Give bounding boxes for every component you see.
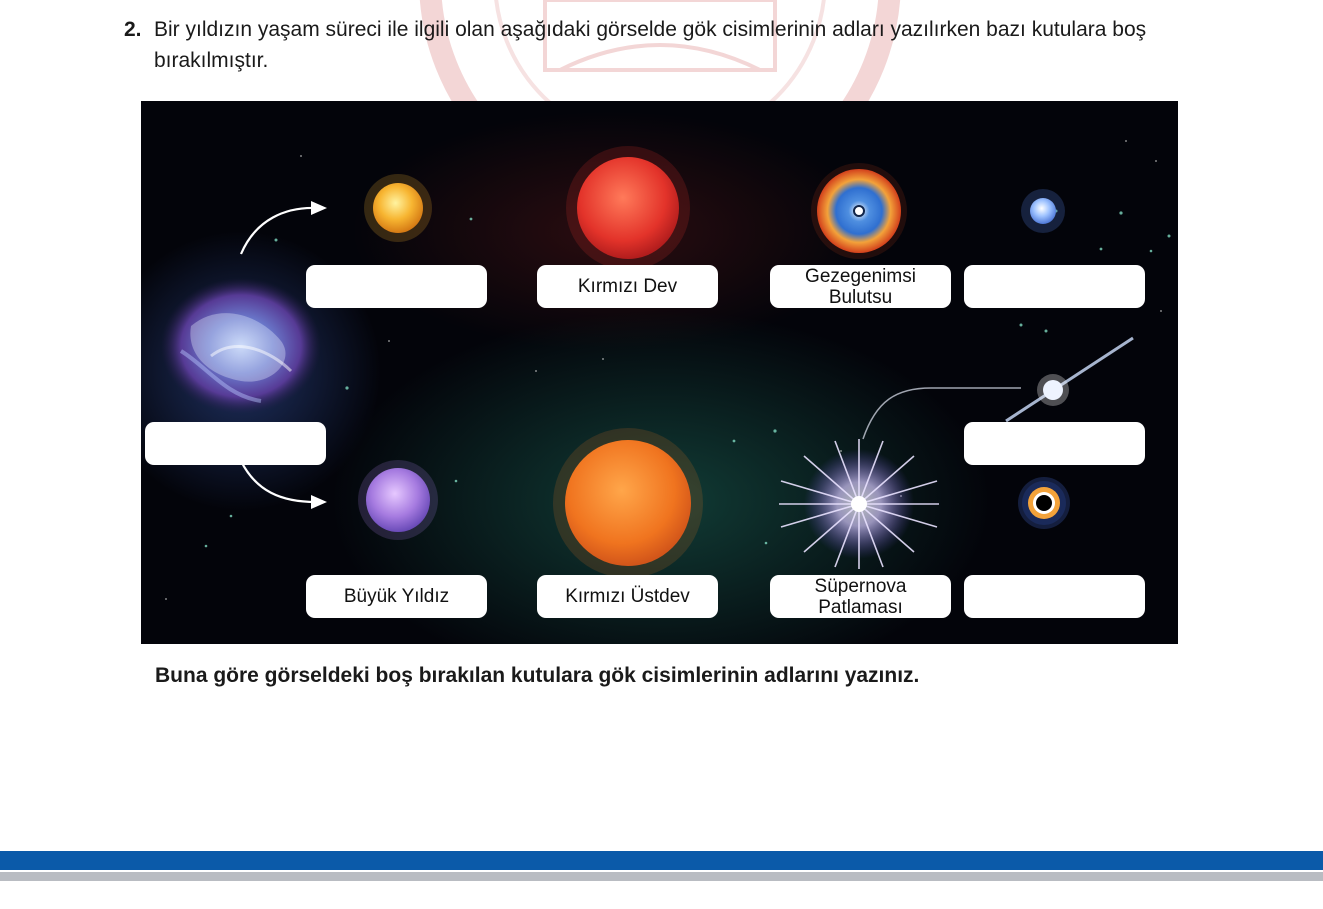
footer-gray-bar	[0, 872, 1323, 881]
label-box-empty-top-1[interactable]	[306, 265, 487, 308]
sun-like-star-image	[373, 183, 423, 233]
label-box-empty-nebula[interactable]	[145, 422, 326, 465]
red-supergiant-image	[565, 440, 691, 566]
label-box-red-giant: Kırmızı Dev	[537, 265, 718, 308]
question-number: 2.	[124, 18, 142, 41]
planetary-nebula-image	[811, 163, 907, 259]
black-hole-image	[1018, 477, 1070, 529]
white-dwarf-image	[1030, 198, 1056, 224]
label-box-massive-star: Büyük Yıldız	[306, 575, 487, 618]
label-box-supernova: Süpernova Patlaması	[770, 575, 951, 618]
question-text: Bir yıldızın yaşam süreci ile ilgili olan aşağıdaki görselde gök cisimlerinin adları yazılırken bazı kutulara boş bırakılmıştır.	[154, 18, 1147, 72]
question-block	[124, 14, 1214, 76]
label-box-red-supergiant: Kırmızı Üstdev	[537, 575, 718, 618]
star-life-cycle-diagram	[141, 101, 1178, 644]
massive-star-image	[366, 468, 430, 532]
label-box-empty-middle-right[interactable]	[964, 422, 1145, 465]
label-box-planetary-nebula: Gezegenimsi Bulutsu	[770, 265, 951, 308]
instruction-text: Buna göre görseldeki boş bırakılan kutulara gök cisimlerinin adlarını yazınız.	[155, 664, 920, 687]
space-illustration	[141, 101, 1178, 644]
red-giant-image	[577, 157, 679, 259]
nebula-image	[161, 278, 321, 414]
neutron-star-image	[1006, 338, 1133, 421]
label-box-empty-top-4[interactable]	[964, 265, 1145, 308]
footer-blue-bar	[0, 851, 1323, 870]
label-box-empty-bottom-4[interactable]	[964, 575, 1145, 618]
